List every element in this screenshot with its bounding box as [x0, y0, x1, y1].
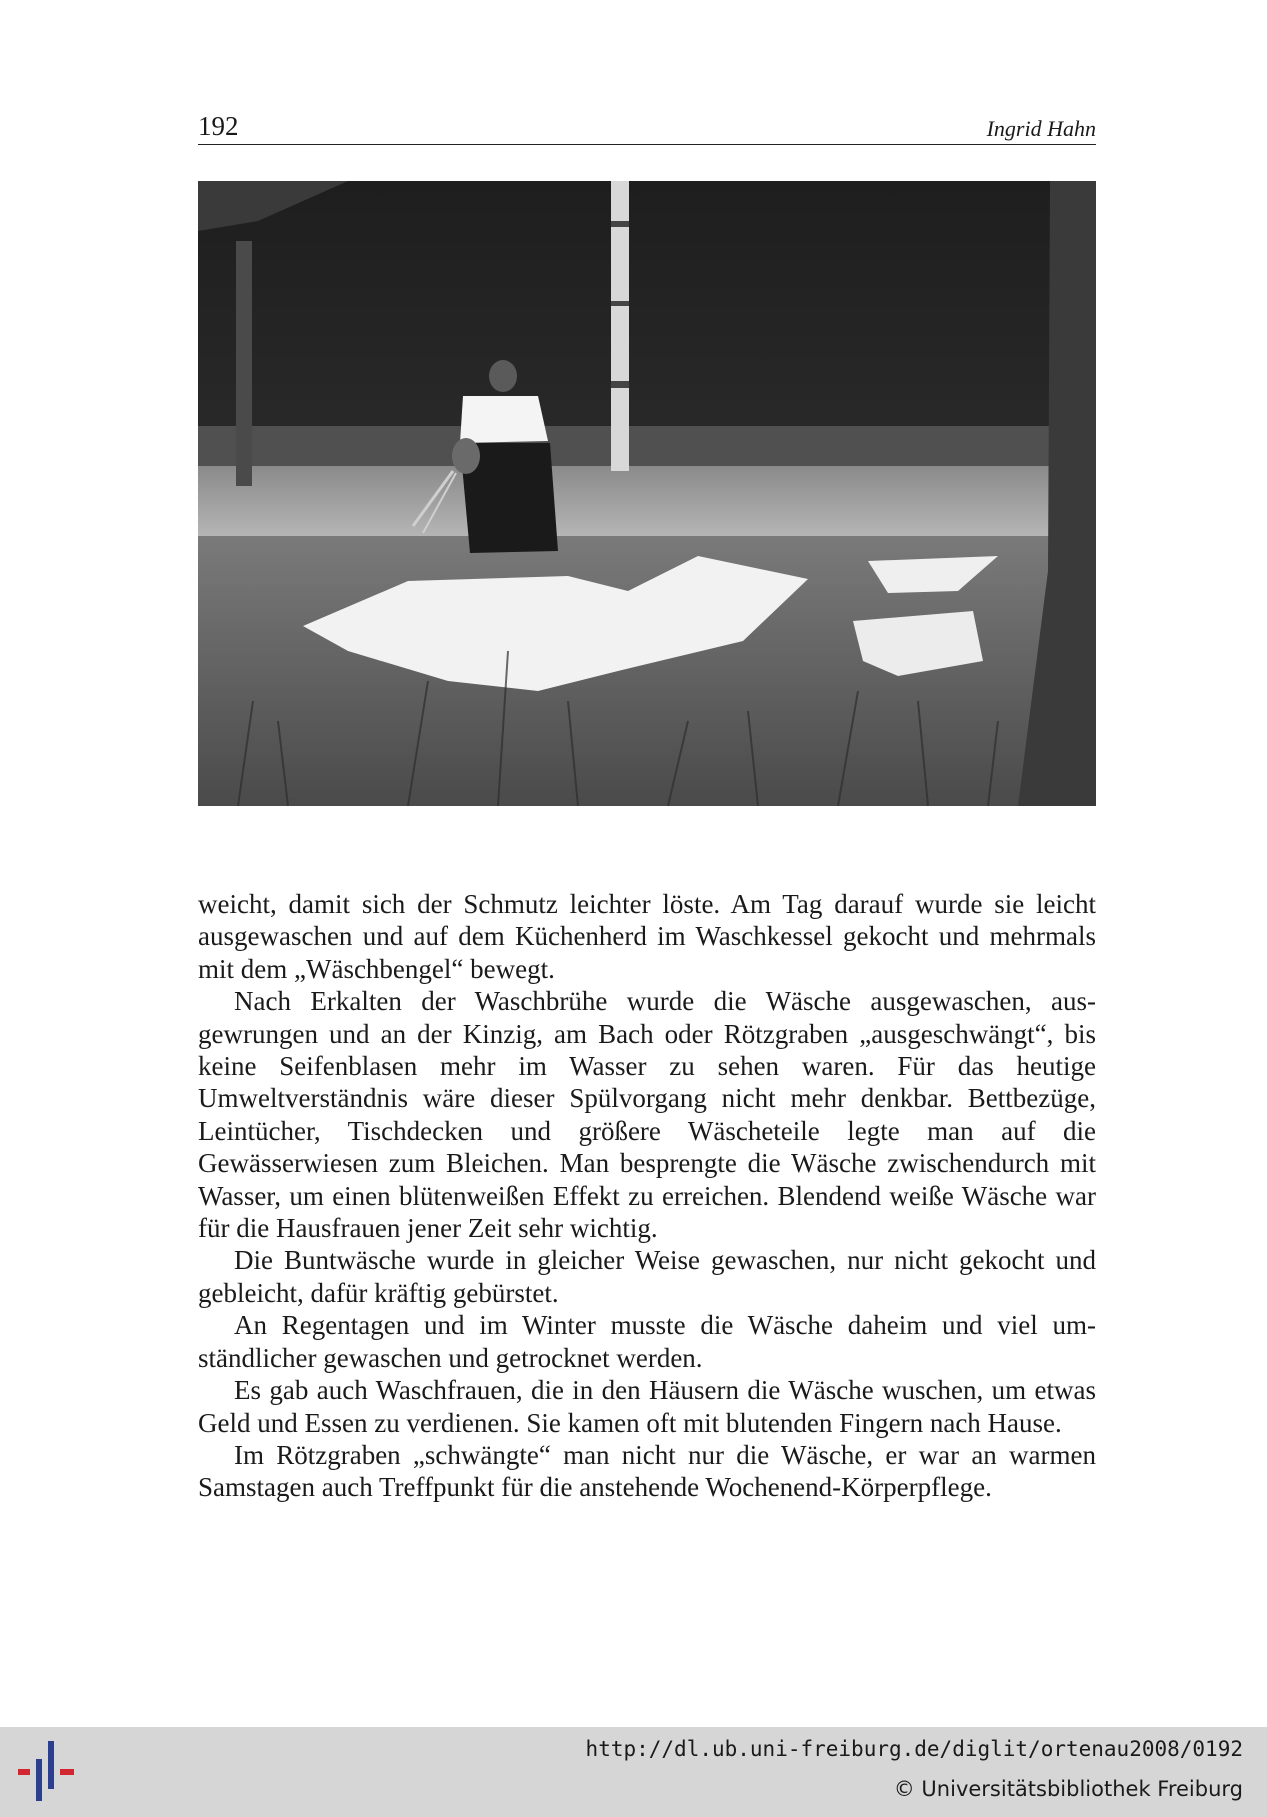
footer-bar: [0, 1727, 1267, 1817]
paragraph: Es gab auch Waschfrauen, die in den Häusern die Wäsche wuschen, um etwas Geld und Essen zu verdienen. Sie kamen oft mit blutenden Fingern nach Hause.: [198, 1375, 1096, 1438]
photograph-woman-bleaching-laundry-icon: [198, 181, 1096, 806]
body-text: [198, 888, 1096, 1504]
paragraph: Nach Erkalten der Waschbrühe wurde die Wäsche ausgewaschen, ausgewrungen und an der Kinzig, am Bach oder Rötzgraben „ausgeschwängt“, bis keine Seifenblasen mehr im Wasser zu sehen waren. Für das heutige Umweltverständnis wäre dieser Spülvorgang nicht mehr denkbar. Bettbezüge, Leintücher, Tischdecken und größere Wäscheteile legte man auf die Gewässerwiesen zum Bleichen. Man besprengte die Wäsche zwischendurch mit Wasser, um einen blütenweißen Effekt zu erreichen. Blendend weiße Wäsche war für die Hausfrauen jener Zeit sehr wichtig.: [198, 986, 1096, 1244]
paragraph: weicht, damit sich der Schmutz leichter löste. Am Tag darauf wurde sie leicht ausgewaschen und auf dem Küchenherd im Waschkessel gekocht und mehrmals mit dem „Wäschbengel“ bewegt.: [198, 889, 1096, 984]
page-number: 192: [198, 111, 239, 141]
paragraph: Im Rötzgraben „schwängte“ man nicht nur die Wäsche, er war an warmen Samstagen auch Treffpunkt für die anstehende Wochenend-Körperpflege.: [198, 1439, 1096, 1503]
running-author: Ingrid Hahn: [986, 116, 1096, 141]
source-url[interactable]: http://dl.ub.uni-freiburg.de/diglit/ortenau2008/0192: [585, 1737, 1243, 1761]
paragraph: An Regentagen und im Winter musste die Wäsche daheim und viel umständlicher gewaschen und getrocknet werden.: [198, 1310, 1096, 1373]
paragraph: Die Buntwäsche wurde in gleicher Weise gewaschen, nur nicht gekocht und gebleicht, dafür kräftig gebürstet.: [198, 1245, 1096, 1308]
running-header: [198, 110, 1096, 145]
ub-freiburg-logo-icon: [14, 1739, 84, 1809]
copyright-notice: © Universitätsbibliothek Freiburg: [893, 1777, 1243, 1801]
photograph: [198, 181, 1096, 806]
